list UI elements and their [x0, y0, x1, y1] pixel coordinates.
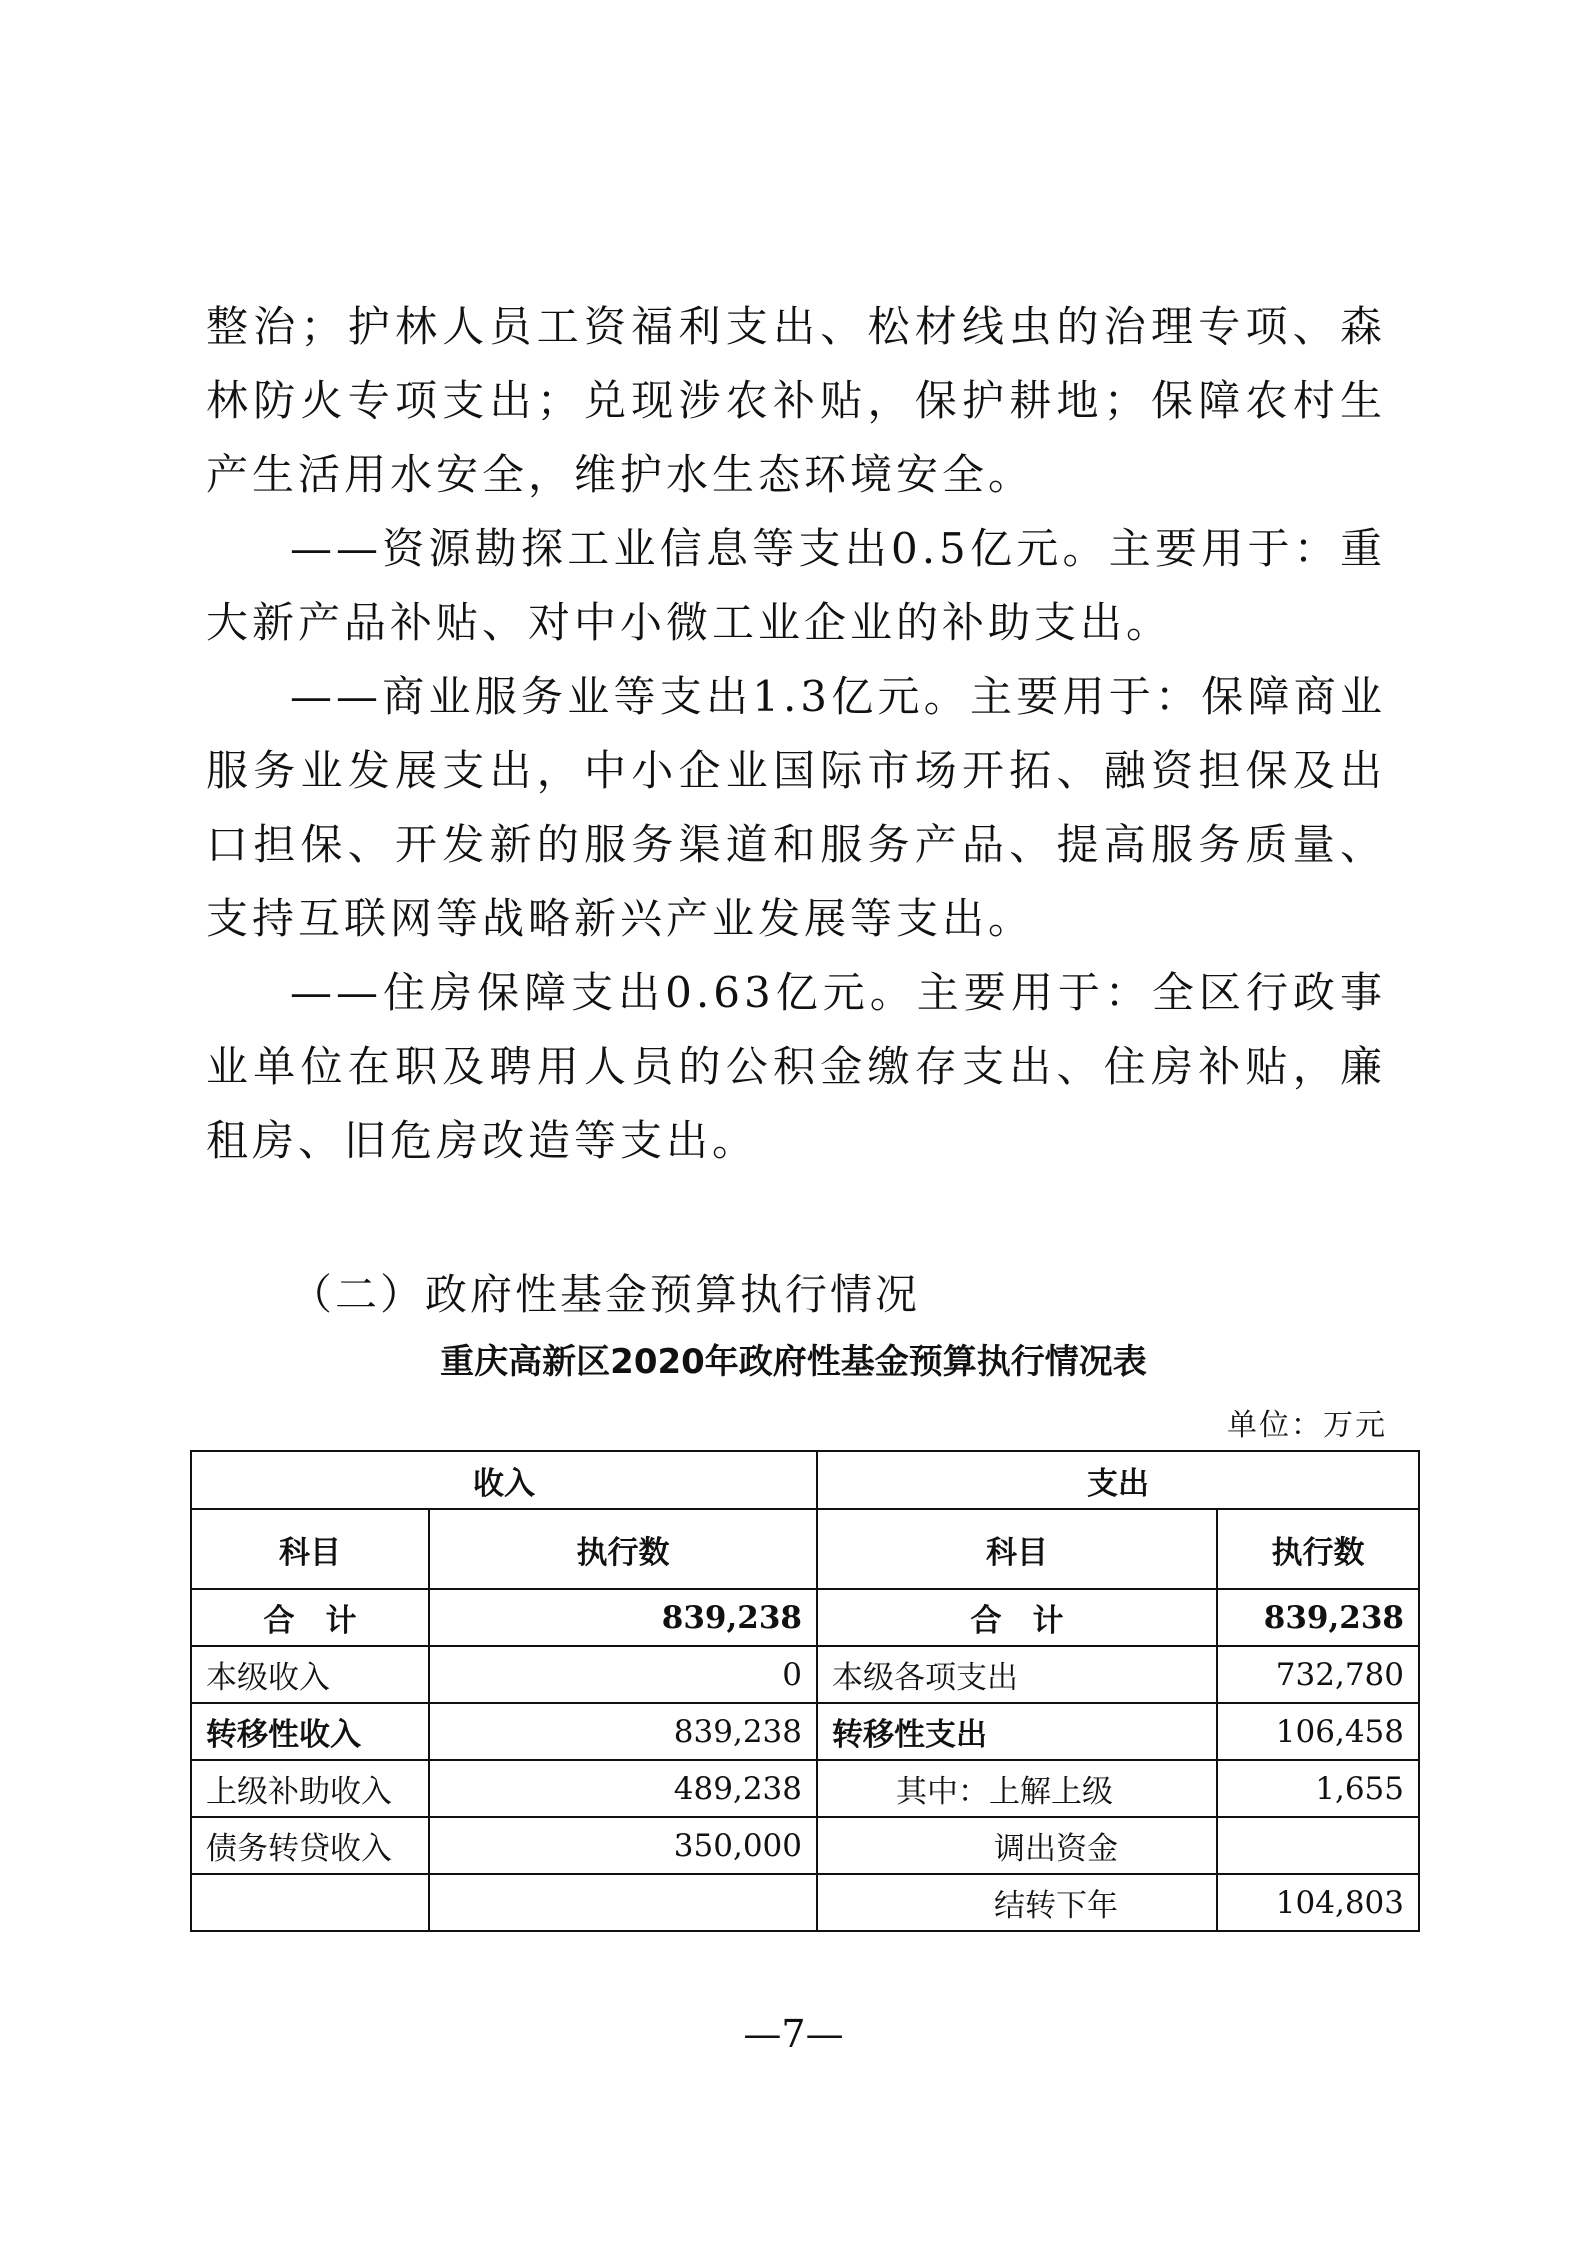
table-header-row [191, 1451, 1419, 1509]
expense-value: 106,458 [1217, 1703, 1419, 1760]
income-value: 489,238 [429, 1760, 817, 1817]
table-title: 重庆高新区2020年政府性基金预算执行情况表 [440, 1342, 1147, 1382]
income-total-label: 合 计 [191, 1589, 429, 1646]
body-paragraph-3: ——商业服务业等支出1.3亿元。主要用于：保障商业服务业发展支出，中小企业国际市场开拓、融资担保及出口担保、开发新的服务渠道和服务产品、提高服务质量、支持互联网等战略新兴产业发展等支出。 [206, 672, 1386, 943]
table-row [191, 1760, 1419, 1817]
table-total-row [191, 1589, 1419, 1646]
body-paragraph-1: 整治；护林人员工资福利支出、松材线虫的治理专项、森林防火专项支出；兑现涉农补贴，保护耕地；保障农村生产生活用水安全，维护水生态环境安全。 [206, 302, 1386, 499]
expense-value: 1,655 [1217, 1760, 1419, 1817]
income-item: 债务转贷收入 [191, 1817, 429, 1874]
table-subheader-row [191, 1509, 1419, 1589]
income-value: 350,000 [429, 1817, 817, 1874]
table-row [191, 1703, 1419, 1760]
section-heading: （二）政府性基金预算执行情况 [290, 1270, 921, 1319]
expense-item: 结转下年 [817, 1874, 1217, 1931]
expense-value [1217, 1817, 1419, 1874]
income-value: 839,238 [429, 1703, 817, 1760]
expense-value: 104,803 [1217, 1874, 1419, 1931]
expense-header: 支出 [817, 1451, 1419, 1509]
expense-item: 本级各项支出 [817, 1646, 1217, 1703]
income-total-value: 839,238 [429, 1589, 817, 1646]
income-value [429, 1874, 817, 1931]
income-value: 0 [429, 1646, 817, 1703]
income-item: 转移性收入 [191, 1703, 429, 1760]
income-item: 上级补助收入 [191, 1760, 429, 1817]
expense-item: 转移性支出 [817, 1703, 1217, 1760]
expense-amount-column-header: 执行数 [1217, 1509, 1419, 1589]
expense-item: 调出资金 [817, 1817, 1217, 1874]
income-item-column-header: 科目 [191, 1509, 429, 1589]
unit-label: 单位：万元 [1227, 1408, 1387, 1443]
income-amount-column-header: 执行数 [429, 1509, 817, 1589]
table-row [191, 1646, 1419, 1703]
expense-total-value: 839,238 [1217, 1589, 1419, 1646]
body-paragraph-2: ——资源勘探工业信息等支出0.5亿元。主要用于：重大新产品补贴、对中小微工业企业的补助支出。 [206, 524, 1386, 647]
expense-total-label: 合 计 [817, 1589, 1217, 1646]
income-header: 收入 [191, 1451, 817, 1509]
body-paragraph-4: ——住房保障支出0.63亿元。主要用于：全区行政事业单位在职及聘用人员的公积金缴存支出、住房补贴，廉租房、旧危房改造等支出。 [206, 968, 1386, 1165]
table-row [191, 1874, 1419, 1931]
income-item [191, 1874, 429, 1931]
expense-value: 732,780 [1217, 1646, 1419, 1703]
fund-budget-table [190, 1450, 1420, 1932]
expense-item: 其中：上解上级 [817, 1760, 1217, 1817]
income-item: 本级收入 [191, 1646, 429, 1703]
table-row [191, 1817, 1419, 1874]
page-number: —7— [743, 2012, 844, 2056]
expense-item-column-header: 科目 [817, 1509, 1217, 1589]
